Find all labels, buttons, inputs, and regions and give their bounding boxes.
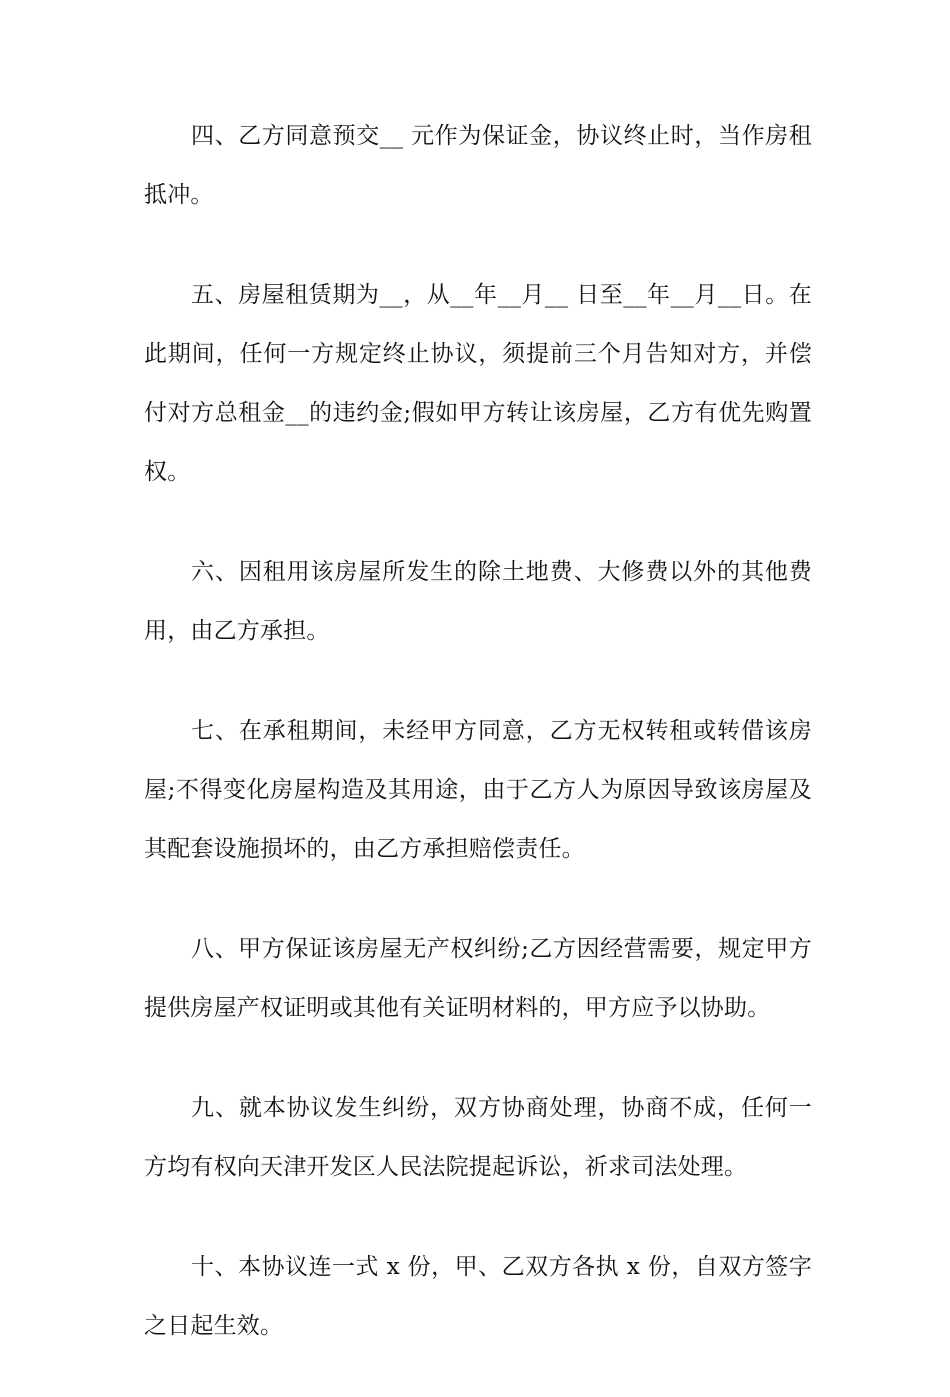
clause-6: 六、因租用该房屋所发生的除土地费、大修费以外的其他费用，由乙方承担。 xyxy=(144,559,812,644)
clause-8: 八、甲方保证该房屋无产权纠纷;乙方因经营需要，规定甲方提供房屋产权证明或其他有关证明材料的，甲方应予以协助。 xyxy=(144,936,812,1021)
document-body xyxy=(144,107,812,1397)
clause-9: 九、就本协议发生纠纷，双方协商处理，协商不成，任何一方均有权向天津开发区人民法院提起诉讼，祈求司法处理。 xyxy=(144,1095,812,1180)
clause-7: 七、在承租期间，未经甲方同意，乙方无权转租或转借该房屋;不得变化房屋构造及其用途，由于乙方人为原因导致该房屋及其配套设施损坏的，由乙方承担赔偿责任。 xyxy=(144,718,812,862)
clause-10: 十、本协议连一式 x 份，甲、乙双方各执 x 份，自双方签字之日起生效。 xyxy=(144,1254,812,1339)
clause-4: 四、乙方同意预交__ 元作为保证金，协议终止时，当作房租抵冲。 xyxy=(144,123,812,208)
clause-5: 五、房屋租赁期为__，从__年__月__ 日至__年__月__日。在此期间，任何一方规定终止协议，须提前三个月告知对方，并偿付对方总租金__的违约金;假如甲方转让该房屋，乙方有优先购置权。 xyxy=(144,282,812,485)
